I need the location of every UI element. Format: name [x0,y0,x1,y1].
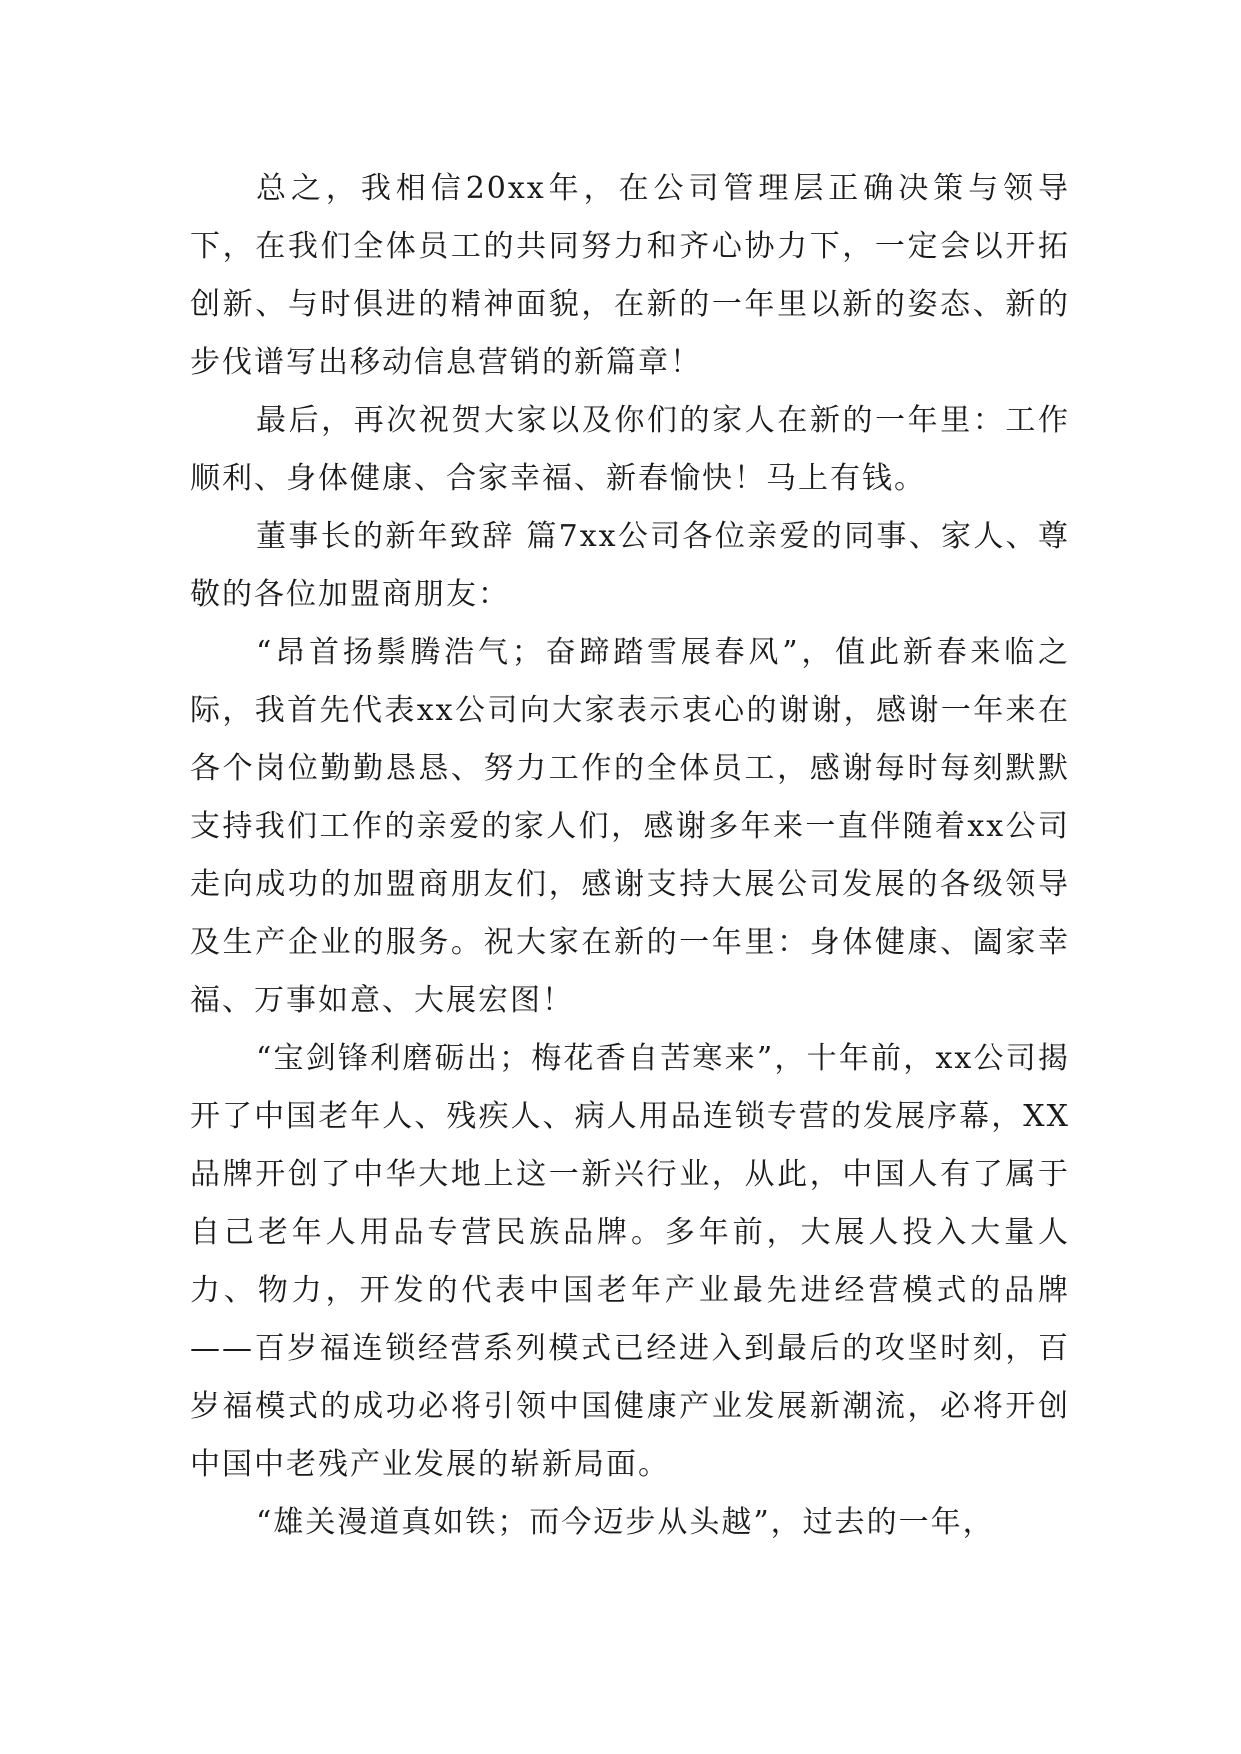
paragraph-1: 总之，我相信20xx年，在公司管理层正确决策与领导下，在我们全体员工的共同努力和齐心协力下，一定会以开拓创新、与时俱进的精神面貌，在新的一年里以新的姿态、新的步伐谱写出移动信息营销的新篇章！ [190,171,1070,380]
paragraph-3: 董事长的新年致辞 篇7xx公司各位亲爱的同事、家人、尊敬的各位加盟商朋友： [190,519,1070,612]
paragraph-4: “昂首扬鬃腾浩气；奋蹄踏雪展春风”，值此新春来临之际，我首先代表xx公司向大家表示衷心的谢谢，感谢一年来在各个岗位勤勤恳恳、努力工作的全体员工，感谢每时每刻默默支持我们工作的亲爱的家人们，感谢多年来一直伴随着xx公司走向成功的加盟商朋友们，感谢支持大展公司发展的各级领导及生产企业的服务。祝大家在新的一年里：身体健康、阖家幸福、万事如意、大展宏图！ [190,635,1070,1018]
document-body [190,160,1070,1552]
paragraph-2: 最后，再次祝贺大家以及你们的家人在新的一年里：工作顺利、身体健康、合家幸福、新春愉快！马上有钱。 [190,403,1070,496]
paragraph-5: “宝剑锋利磨砺出；梅花香自苦寒来”，十年前，xx公司揭开了中国老年人、残疾人、病人用品连锁专营的发展序幕，XX品牌开创了中华大地上这一新兴行业，从此，中国人有了属于自己老年人用品专营民族品牌。多年前，大展人投入大量人力、物力，开发的代表中国老年产业最先进经营模式的品牌——百岁福连锁经营系列模式已经进入到最后的攻坚时刻，百岁福模式的成功必将引领中国健康产业发展新潮流，必将开创中国中老残产业发展的崭新局面。 [190,1041,1070,1482]
paragraph-6: “雄关漫道真如铁；而今迈步从头越”，过去的一年， [256,1505,995,1540]
